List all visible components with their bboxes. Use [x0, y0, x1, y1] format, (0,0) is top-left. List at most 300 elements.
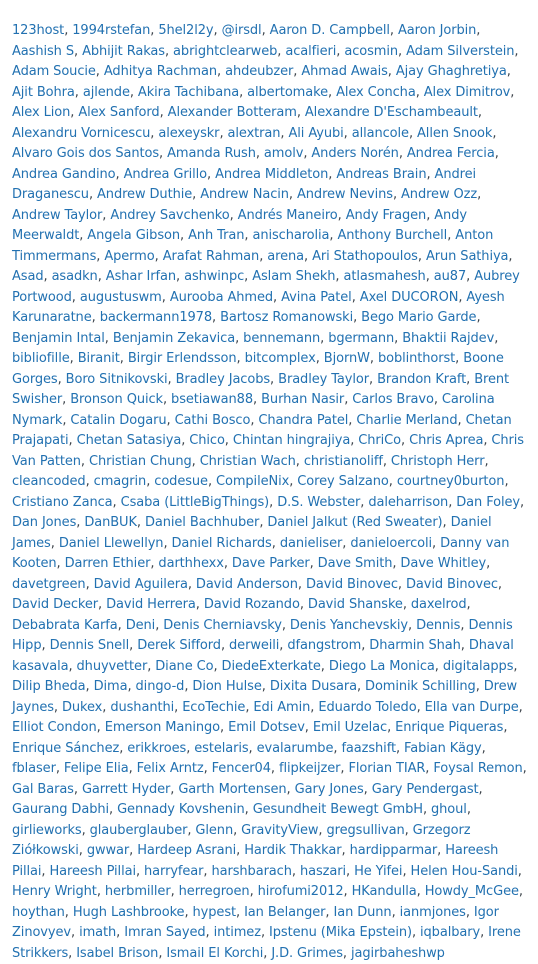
- contributor-link[interactable]: danieloercoli: [350, 535, 433, 551]
- separator: ,: [295, 453, 304, 469]
- contributor-link[interactable]: digitalapps: [442, 658, 514, 674]
- contributor-link[interactable]: dhuyvetter: [76, 658, 148, 674]
- separator: ,: [291, 863, 300, 879]
- contributor-link[interactable]: Igor Zinovyev: [12, 904, 499, 940]
- contributor-link[interactable]: Garrett Hyder: [81, 781, 171, 797]
- separator: ,: [174, 699, 183, 715]
- separator: ,: [158, 945, 167, 961]
- contributor-link[interactable]: Howdy_McGee: [424, 884, 519, 899]
- contributor-link[interactable]: Ajit Bohra: [12, 84, 75, 100]
- contributor-link[interactable]: Dave Whitley: [400, 556, 487, 571]
- contributor-link[interactable]: Alexandre D'Eschambeault: [304, 105, 478, 120]
- contributor-link[interactable]: Gennady Kovshenin: [117, 802, 245, 817]
- contributor-link[interactable]: 1994rstefan: [72, 23, 151, 38]
- contributor-link[interactable]: arena: [267, 248, 304, 264]
- contributor-link[interactable]: imath: [79, 925, 117, 940]
- contributor-link[interactable]: Bradley Jacobs: [175, 371, 271, 387]
- separator: ,: [337, 207, 346, 223]
- contributor-link[interactable]: Allen Snook: [417, 125, 493, 141]
- contributor-link[interactable]: dfangstrom: [287, 638, 362, 653]
- contributor-link[interactable]: acosmin: [344, 43, 399, 59]
- contributor-link[interactable]: allancole: [351, 125, 409, 141]
- contributor-link[interactable]: Adam Soucie: [12, 64, 96, 79]
- contributor-link[interactable]: acalfieri: [285, 43, 337, 59]
- separator: ,: [508, 248, 513, 264]
- contributor-link[interactable]: ashwinpc: [184, 269, 245, 284]
- contributor-link[interactable]: D.S. Webster: [277, 494, 361, 510]
- contributor-link[interactable]: Debabrata Karfa: [12, 617, 118, 633]
- contributor-link[interactable]: Andrew Duthie: [97, 187, 193, 202]
- contributor-link[interactable]: J.D. Grimes: [271, 945, 343, 961]
- separator: ,: [437, 843, 446, 858]
- contributor-link[interactable]: Alvaro Gois dos Santos: [12, 146, 160, 161]
- contributor-link[interactable]: harryfear: [144, 863, 204, 879]
- separator: ,: [477, 187, 482, 202]
- contributor-link[interactable]: Dharmin Shah: [369, 638, 461, 653]
- contributor-link[interactable]: dingo-d: [135, 679, 185, 694]
- separator: ,: [155, 617, 164, 633]
- contributor-link[interactable]: herbmiller: [104, 884, 171, 899]
- contributor-link[interactable]: davetgreen: [12, 576, 86, 592]
- contributor-link[interactable]: Andrei Draganescu: [12, 166, 476, 202]
- contributor-link[interactable]: Brent Swisher: [12, 371, 510, 407]
- separator: ,: [270, 761, 279, 776]
- contributor-link[interactable]: Cristiano Zanca: [12, 494, 113, 510]
- contributor-link[interactable]: Dennis Snell: [49, 638, 130, 653]
- contributor-link[interactable]: atlasmahesh: [343, 269, 426, 284]
- separator: ,: [163, 535, 172, 551]
- contributor-link[interactable]: Csaba (LittleBigThings): [120, 494, 270, 510]
- separator: ,: [41, 863, 50, 879]
- contributor-link[interactable]: Foysal Remon: [433, 761, 523, 776]
- contributor-link[interactable]: Asad: [12, 269, 44, 284]
- contributor-link[interactable]: asadkn: [51, 269, 98, 284]
- contributor-link[interactable]: gwwar: [86, 843, 130, 858]
- separator: ,: [361, 638, 370, 653]
- contributor-link[interactable]: Drew Jaynes: [12, 679, 518, 715]
- contributor-link[interactable]: Aubrey Portwood: [12, 269, 520, 305]
- contributor-link[interactable]: David Decker: [12, 597, 99, 612]
- separator: ,: [518, 699, 523, 715]
- separator: ,: [57, 371, 66, 387]
- contributor-link[interactable]: Chandra Patel: [258, 412, 349, 428]
- contributor-link[interactable]: hardipparmar: [349, 843, 438, 858]
- contributor-link[interactable]: Christian Chung: [88, 453, 192, 469]
- separator: ,: [255, 146, 264, 161]
- contributor-link[interactable]: DanBUK: [84, 515, 137, 530]
- contributor-link[interactable]: Dixita Dusara: [269, 679, 357, 694]
- contributor-link[interactable]: Bhaktii Rajdev: [402, 330, 495, 346]
- contributor-link[interactable]: EcoTechie: [182, 699, 246, 715]
- contributor-link[interactable]: Brandon Kraft: [377, 371, 467, 387]
- separator: ,: [348, 412, 357, 428]
- contributor-link[interactable]: gregsullivan: [326, 822, 405, 838]
- separator: ,: [253, 392, 262, 407]
- contributor-link[interactable]: Henry Wright: [12, 884, 97, 899]
- contributor-link[interactable]: courtney0burton: [396, 474, 505, 489]
- contributor-link[interactable]: Birgir Erlendsson: [127, 351, 237, 366]
- contributor-link[interactable]: David Aguilera: [93, 576, 188, 592]
- contributor-link[interactable]: Andrea Fercia: [406, 146, 495, 161]
- contributor-link[interactable]: Bradley Taylor: [278, 371, 370, 387]
- contributor-link[interactable]: Aslam Shekh: [252, 269, 336, 284]
- separator: ,: [259, 248, 268, 264]
- separator: ,: [394, 330, 403, 346]
- contributor-link[interactable]: @irsdl: [221, 23, 262, 38]
- separator: ,: [263, 945, 272, 961]
- contributor-link[interactable]: Ian Dunn: [333, 904, 392, 920]
- contributor-link[interactable]: boblinthorst: [377, 351, 456, 366]
- contributor-link[interactable]: Anthony Burchell: [337, 228, 448, 243]
- separator: ,: [341, 843, 350, 858]
- contributor-link[interactable]: Dan Foley: [456, 494, 520, 510]
- contributor-link[interactable]: Ahmad Awais: [301, 64, 388, 79]
- contributor-link[interactable]: fblaser: [12, 761, 56, 776]
- contributor-link[interactable]: David Anderson: [195, 576, 298, 592]
- contributor-link[interactable]: Andy Fragen: [345, 207, 427, 223]
- contributor-link[interactable]: Imran Sayed: [124, 925, 206, 940]
- contributor-link[interactable]: Ayesh Karunaratne: [12, 289, 505, 325]
- contributor-link[interactable]: Alex Lion: [12, 105, 71, 120]
- contributor-link[interactable]: Derek Sifford: [137, 638, 221, 653]
- separator: ,: [180, 228, 189, 243]
- contributor-link[interactable]: harshbarach: [211, 863, 292, 879]
- contributor-link[interactable]: hypest: [192, 904, 236, 920]
- contributor-link[interactable]: Benjamin Intal: [12, 330, 105, 346]
- separator: ,: [239, 84, 248, 100]
- contributor-link[interactable]: Garth Mortensen: [178, 781, 287, 797]
- contributor-link[interactable]: Arun Sathiya: [425, 248, 509, 264]
- contributor-link[interactable]: Dennis Hipp: [12, 617, 513, 653]
- contributor-link[interactable]: Ella van Durpe: [424, 699, 519, 715]
- contributor-link[interactable]: Helen Hou-Sandi: [410, 863, 518, 879]
- contributor-link[interactable]: bennemann: [243, 330, 321, 346]
- contributor-link[interactable]: Aaron Jorbin: [398, 23, 477, 38]
- contributor-link[interactable]: Christoph Herr: [390, 453, 485, 469]
- contributor-link[interactable]: Diane Co: [155, 658, 214, 674]
- contributor-link[interactable]: Edi Amin: [253, 699, 311, 715]
- contributor-link[interactable]: derweili: [229, 638, 280, 653]
- contributor-link[interactable]: 123host: [12, 23, 65, 38]
- contributor-link[interactable]: Diego La Monica: [328, 658, 435, 674]
- contributor-link[interactable]: haszari: [299, 863, 346, 879]
- contributor-link[interactable]: Ismail El Korchi: [166, 945, 264, 961]
- contributor-link[interactable]: Andrés Maneiro: [237, 207, 338, 223]
- separator: ,: [327, 84, 337, 100]
- contributor-link[interactable]: anischarolia: [252, 228, 330, 243]
- contributor-link[interactable]: Isabel Brison: [76, 945, 159, 961]
- contributor-link[interactable]: Daniel Bachhuber: [144, 515, 260, 530]
- contributor-link[interactable]: ChriCo: [358, 433, 402, 448]
- contributor-link[interactable]: albertomake: [247, 84, 328, 100]
- contributor-link[interactable]: Chico: [189, 433, 225, 448]
- contributor-link[interactable]: Bronson Quick: [70, 392, 163, 407]
- contributor-link[interactable]: Grzegorz Ziółkowski: [12, 822, 471, 858]
- contributor-link[interactable]: Axel DUCORON: [359, 289, 459, 305]
- contributor-link[interactable]: backermann1978: [99, 310, 213, 325]
- contributor-link[interactable]: augustuswm: [79, 289, 162, 305]
- contributor-link[interactable]: Emerson Maningo: [104, 720, 221, 735]
- contributor-link[interactable]: Denis Yanchevskiy: [289, 617, 408, 633]
- contributor-link[interactable]: Dukex: [61, 699, 103, 715]
- contributor-link[interactable]: BjornW: [323, 351, 370, 366]
- contributor-link[interactable]: alextran: [227, 125, 281, 141]
- contributor-link[interactable]: Andrew Taylor: [12, 207, 103, 223]
- contributor-link[interactable]: bgermann: [328, 330, 395, 346]
- contributor-link[interactable]: Dennis: [416, 617, 461, 633]
- contributor-link[interactable]: darthhexx: [158, 556, 224, 571]
- contributor-link[interactable]: Ashar Irfan: [105, 269, 176, 284]
- contributor-link[interactable]: bsetiawan88: [171, 392, 254, 407]
- contributor-link[interactable]: glauberglauber: [89, 822, 188, 838]
- contributor-link[interactable]: Biranit: [77, 351, 120, 366]
- contributor-link[interactable]: Bartosz Romanowski: [220, 310, 354, 325]
- contributor-link[interactable]: 5hel2l2y: [158, 23, 214, 38]
- contributor-link[interactable]: Akira Tachibana: [137, 84, 240, 100]
- contributor-link[interactable]: Danny van Kooten: [12, 535, 510, 571]
- contributor-link[interactable]: flipkeijzer: [278, 761, 341, 776]
- contributor-link[interactable]: Angela Gibson: [87, 228, 180, 243]
- separator: ,: [503, 720, 508, 735]
- contributor-link[interactable]: HKandulla: [351, 884, 417, 899]
- separator: ,: [128, 761, 137, 776]
- contributor-link[interactable]: christianoliff: [303, 453, 383, 469]
- contributor-link[interactable]: evalarumbe: [256, 740, 334, 756]
- contributor-link[interactable]: Gary Pendergast: [371, 781, 479, 797]
- contributor-link[interactable]: bitcomplex: [244, 351, 316, 366]
- contributor-link[interactable]: bibliofille: [12, 351, 70, 366]
- contributor-link[interactable]: CompileNix: [216, 474, 290, 489]
- contributor-link[interactable]: dushanthi: [110, 699, 175, 715]
- contributor-link[interactable]: Boro Sitnikovski: [65, 371, 168, 387]
- contributor-link[interactable]: amolv: [263, 146, 304, 161]
- contributor-link[interactable]: ghoul: [431, 802, 467, 817]
- contributor-link[interactable]: Chris Van Patten: [12, 433, 524, 469]
- contributor-link[interactable]: Gaurang Dabhi: [12, 802, 109, 817]
- separator: ,: [340, 761, 349, 776]
- contributor-link[interactable]: Carlos Bravo: [352, 392, 434, 407]
- separator: ,: [164, 43, 174, 59]
- contributor-link[interactable]: Avina Patel: [281, 289, 352, 305]
- contributor-link[interactable]: hirofumi2012: [257, 884, 344, 899]
- separator: ,: [408, 617, 417, 633]
- separator: ,: [244, 228, 253, 243]
- contributor-link[interactable]: abrightclearweb: [173, 43, 278, 59]
- contributor-link[interactable]: Deni: [125, 617, 156, 633]
- contributor-link[interactable]: Alex Concha: [336, 84, 416, 100]
- separator: ,: [161, 289, 170, 305]
- contributor-link[interactable]: Gal Baras: [12, 781, 74, 797]
- contributor-link[interactable]: Cathi Bosco: [174, 412, 251, 428]
- contributor-link[interactable]: David Binovec: [305, 576, 398, 592]
- contributor-link[interactable]: girlieworks: [12, 822, 82, 838]
- separator: ,: [250, 412, 259, 428]
- separator: ,: [478, 781, 483, 797]
- contributor-link[interactable]: cmagrin: [93, 474, 147, 489]
- contributor-link[interactable]: Bego Mario Garde: [361, 310, 477, 325]
- contributor-link[interactable]: Emil Dotsev: [228, 720, 305, 735]
- separator: ,: [466, 802, 471, 817]
- contributor-link[interactable]: Hugh Lashbrooke: [72, 904, 185, 920]
- contributor-link[interactable]: Florian TIAR: [348, 761, 426, 776]
- contributor-link[interactable]: Denis Cherniavsky: [163, 617, 282, 633]
- contributor-link[interactable]: Andrea Grillo: [123, 166, 208, 182]
- contributor-link[interactable]: David Binovec: [405, 576, 498, 592]
- separator: ,: [351, 289, 360, 305]
- separator: ,: [350, 433, 359, 448]
- contributor-link[interactable]: Elliot Condon: [12, 720, 97, 735]
- contributor-link[interactable]: Anh Tran: [188, 228, 245, 243]
- contributor-link[interactable]: Chetan Prajapati: [12, 412, 512, 448]
- contributor-link[interactable]: Burhan Nasir: [261, 392, 345, 407]
- contributor-link[interactable]: au87: [433, 269, 467, 284]
- contributor-link[interactable]: Hardeep Asrani: [137, 843, 237, 858]
- contributor-link[interactable]: David Rozando: [203, 597, 300, 612]
- contributor-link[interactable]: David Shanske: [307, 597, 403, 612]
- contributor-link[interactable]: Daniel Llewellyn: [58, 535, 164, 551]
- separator: ,: [235, 330, 244, 346]
- contributor-link[interactable]: Andrew Nevins: [296, 187, 393, 202]
- contributor-link[interactable]: Chintan hingrajiya: [232, 433, 351, 448]
- separator: ,: [417, 248, 426, 264]
- contributor-link[interactable]: Alexander Botteram: [167, 105, 297, 120]
- contributor-link[interactable]: Ali Ayubi: [288, 125, 344, 141]
- contributor-link[interactable]: Alex Sanford: [78, 105, 160, 120]
- contributor-link[interactable]: Darren Ethier: [64, 556, 151, 571]
- contributor-link[interactable]: Apermo: [104, 248, 155, 264]
- contributor-link[interactable]: Adam Silverstein: [406, 43, 515, 59]
- contributor-link[interactable]: Alexandru Vornicescu: [12, 125, 151, 141]
- contributor-link[interactable]: Dominik Schilling: [365, 679, 476, 694]
- contributor-link[interactable]: Dhaval kasavala: [12, 638, 514, 674]
- contributor-link[interactable]: Andrea Middleton: [215, 166, 329, 182]
- contributor-link[interactable]: Dave Parker: [231, 556, 310, 571]
- contributor-link[interactable]: codesue: [154, 474, 208, 489]
- contributor-link[interactable]: erikkroes: [127, 740, 187, 756]
- separator: ,: [96, 720, 105, 735]
- separator: ,: [147, 658, 156, 674]
- contributor-link[interactable]: Dima: [93, 679, 128, 694]
- contributor-link[interactable]: Irene Strikkers: [12, 925, 521, 961]
- contributor-link[interactable]: Dave Smith: [317, 556, 393, 571]
- contributor-link[interactable]: Dilip Bheda: [12, 679, 86, 694]
- contributor-link[interactable]: Hardik Thakkar: [244, 843, 342, 858]
- separator: ,: [150, 556, 159, 571]
- separator: ,: [248, 740, 257, 756]
- contributor-link[interactable]: Adhitya Rachman: [103, 64, 217, 79]
- contributor-link[interactable]: ajlende: [82, 84, 130, 100]
- contributor-link[interactable]: Christian Wach: [199, 453, 296, 469]
- contributor-link[interactable]: hoythan: [12, 904, 65, 920]
- contributor-link[interactable]: cleancoded: [12, 474, 86, 489]
- contributor-link[interactable]: Corey Salzano: [297, 474, 389, 489]
- contributor-link[interactable]: Ian Belanger: [244, 904, 326, 920]
- contributor-link[interactable]: Andrea Gandino: [12, 166, 116, 182]
- contributor-link[interactable]: intimez: [213, 925, 261, 940]
- contributor-link[interactable]: alexeyskr: [158, 125, 220, 141]
- separator: ,: [249, 884, 258, 899]
- contributor-link[interactable]: Benjamin Zekavica: [112, 330, 236, 346]
- separator: ,: [88, 187, 98, 202]
- contributor-link[interactable]: estelaris: [194, 740, 249, 756]
- contributor-link[interactable]: Chetan Satasiya: [76, 433, 182, 448]
- contributor-link[interactable]: Daniel Jalkut (Red Sweater): [267, 515, 443, 530]
- contributor-link[interactable]: Daniel James: [12, 515, 492, 551]
- contributor-link[interactable]: Arafat Rahman: [162, 248, 260, 264]
- contributor-link[interactable]: Anton Timmermans: [12, 228, 494, 264]
- separator: ,: [426, 166, 435, 182]
- contributor-link[interactable]: Ajay Ghaghretiya: [395, 64, 507, 79]
- contributor-link[interactable]: Andy Meerwaldt: [12, 207, 467, 243]
- contributor-link[interactable]: Amanda Rush: [167, 146, 256, 161]
- contributor-link[interactable]: Ari Stathopoulos: [312, 248, 418, 264]
- contributor-link[interactable]: He Yifei: [354, 863, 403, 879]
- contributor-link[interactable]: danieliser: [279, 535, 343, 551]
- contributor-link[interactable]: Emil Uzelac: [312, 720, 388, 735]
- separator: ,: [186, 740, 195, 756]
- contributor-link[interactable]: Glenn: [195, 822, 234, 838]
- contributor-link[interactable]: iqbalbary: [420, 925, 481, 940]
- contributor-link[interactable]: Catalin Dogaru: [70, 412, 167, 428]
- contributor-link[interactable]: daleharrison: [368, 494, 449, 510]
- contributor-link[interactable]: Felipe Elia: [63, 761, 129, 776]
- contributor-link[interactable]: Anders Norén: [311, 146, 399, 161]
- contributor-link[interactable]: Abhijit Rakas: [82, 43, 165, 59]
- contributor-link[interactable]: David Herrera: [106, 597, 196, 612]
- contributor-link[interactable]: Aurooba Ahmed: [169, 289, 274, 305]
- contributor-link[interactable]: Aaron D. Campbell: [269, 23, 390, 38]
- contributor-link[interactable]: Dan Jones: [12, 515, 77, 530]
- contributor-link[interactable]: Enrique Sánchez: [12, 740, 120, 756]
- contributor-link[interactable]: Charlie Merland: [356, 412, 458, 428]
- contributor-link[interactable]: Enrique Piqueras: [395, 720, 504, 735]
- contributor-link[interactable]: Andrew Ozz: [401, 187, 478, 202]
- contributor-link[interactable]: Eduardo Toledo: [318, 699, 417, 715]
- contributor-link[interactable]: Daniel Richards: [171, 535, 272, 551]
- contributor-link[interactable]: Fabian Kägy: [404, 740, 482, 756]
- contributor-link[interactable]: DiedeExterkate: [221, 658, 321, 674]
- contributor-link[interactable]: Gesundheit Bewegt GmbH: [252, 802, 423, 817]
- contributor-link[interactable]: Hareesh Pillai: [49, 863, 136, 879]
- separator: ,: [97, 269, 106, 284]
- contributor-link[interactable]: jagirbaheshwp: [351, 945, 445, 961]
- contributor-link[interactable]: Chris Aprea: [409, 433, 484, 448]
- contributor-link[interactable]: faazshift: [341, 740, 396, 756]
- contributor-link[interactable]: Boone Gorges: [12, 351, 504, 387]
- separator: ,: [159, 146, 168, 161]
- contributor-link[interactable]: Dion Hulse: [192, 679, 262, 694]
- contributor-link[interactable]: Gary Jones: [294, 781, 364, 797]
- contributor-link[interactable]: herregroen: [178, 884, 250, 899]
- contributor-link[interactable]: Carolina Nymark: [12, 392, 495, 428]
- contributor-link[interactable]: Alex Dimitrov: [423, 84, 511, 100]
- contributor-link[interactable]: Felix Arntz: [136, 761, 204, 776]
- contributor-link[interactable]: ahdeubzer: [225, 64, 294, 79]
- contributor-link[interactable]: daxelrod: [410, 597, 467, 612]
- separator: ,: [187, 576, 196, 592]
- contributor-link[interactable]: Andrey Savchenko: [110, 207, 230, 223]
- contributor-link[interactable]: Andreas Brain: [336, 166, 427, 182]
- contributor-link[interactable]: Ipstenu (Mika Epstein): [269, 925, 412, 940]
- contributor-link[interactable]: Andrew Nacin: [200, 187, 289, 202]
- contributor-link[interactable]: Hareesh Pillai: [12, 843, 499, 879]
- contributor-link[interactable]: GravityView: [241, 822, 319, 838]
- separator: ,: [477, 105, 482, 120]
- contributor-link[interactable]: ianmjones: [399, 904, 466, 920]
- contributor-link[interactable]: Aashish S: [12, 43, 74, 59]
- contributor-link[interactable]: Fencer04: [211, 761, 271, 776]
- separator: ,: [213, 23, 222, 38]
